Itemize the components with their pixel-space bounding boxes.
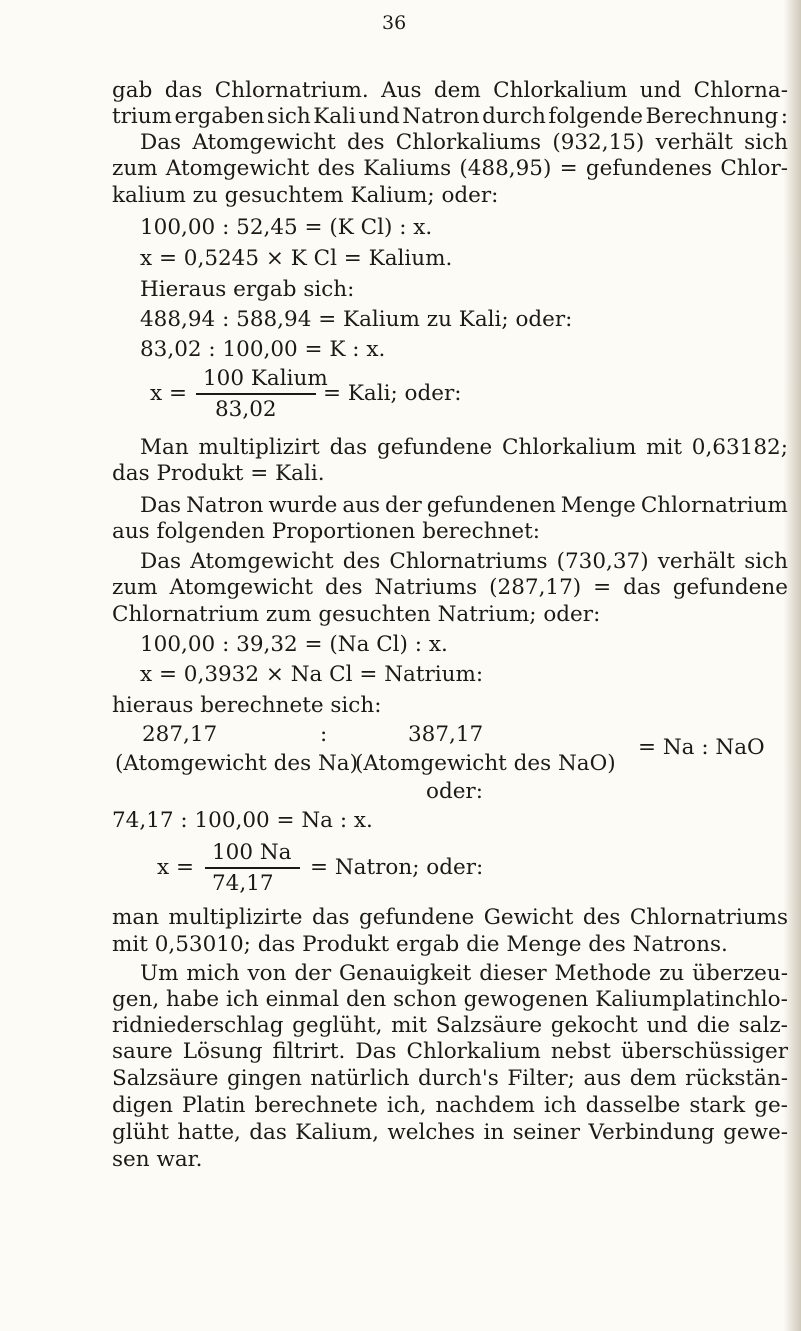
word: Chlorna- <box>693 78 788 103</box>
word: sich <box>266 104 311 129</box>
word: multiplizirt <box>198 435 320 460</box>
word: Das <box>140 549 182 574</box>
word: Kalium, <box>295 1120 379 1145</box>
word: seiner <box>512 1120 581 1145</box>
text-line: Hieraus ergab sich: <box>140 277 355 302</box>
word: Man <box>140 435 189 460</box>
text-line <box>140 130 788 156</box>
fraction-numerator: 100 Kalium <box>203 366 328 391</box>
text-line <box>140 961 788 987</box>
fraction-lhs: x = <box>157 855 194 880</box>
word: und <box>358 104 400 129</box>
word: Salzsäure <box>435 1013 543 1038</box>
fraction-lhs: x = <box>150 381 187 406</box>
word: Methode <box>554 961 652 986</box>
word: aus <box>583 1066 622 1091</box>
equation-line: 100,00 : 52,45 = (K Cl) : x. <box>140 215 433 240</box>
word: (730,37) <box>556 549 649 574</box>
text-line <box>112 1039 788 1065</box>
fraction-denominator: 83,02 <box>215 397 277 422</box>
equation-line: 74,17 : 100,00 = Na : x. <box>112 808 373 833</box>
word: das <box>164 78 203 103</box>
word: dem <box>433 78 481 103</box>
word: gab <box>112 78 153 103</box>
word: gen, <box>112 987 160 1012</box>
text-line <box>112 156 788 182</box>
ratio-right-label: (Atomgewicht des NaO) <box>355 751 616 776</box>
word: stark <box>689 1093 746 1118</box>
word: nebst <box>550 1039 611 1064</box>
text-line: Chlornatrium zum gesuchten Natrium; oder: <box>112 602 601 627</box>
word: aus <box>342 493 381 518</box>
word: Lösung <box>182 1039 263 1064</box>
word: das <box>249 1120 287 1145</box>
equation-line: x = 0,5245 × K Cl = Kalium. <box>140 246 453 271</box>
word: Um <box>140 961 179 986</box>
text-line <box>112 905 788 931</box>
word: Berechnung <box>645 104 779 129</box>
word: Natriums <box>374 575 478 600</box>
word: Chlorkalium <box>502 435 637 460</box>
word: Menge <box>560 493 636 518</box>
word: durch's <box>418 1066 499 1091</box>
word: Verbindung <box>588 1120 715 1145</box>
word: multiplizirte <box>168 905 303 930</box>
word: Aus <box>381 78 422 103</box>
word: (488,95) <box>459 156 552 181</box>
word: durch <box>482 104 546 129</box>
word: die <box>696 1013 730 1038</box>
word: gewogenen <box>463 987 589 1012</box>
word: Kaliumplatinchlo- <box>595 987 788 1012</box>
word: sich <box>744 549 788 574</box>
word: man <box>112 905 160 930</box>
word: das <box>329 435 368 460</box>
word: Atomgewicht <box>192 130 336 155</box>
word: zum <box>112 575 158 600</box>
ratio-right-value: 387,17 <box>408 722 484 747</box>
word: : <box>780 104 788 129</box>
word: gefundene <box>377 435 493 460</box>
word: Chlorkaliums <box>395 130 542 155</box>
word: überschüssiger <box>620 1039 788 1064</box>
text-line <box>140 493 788 519</box>
equation-line: x = 0,3932 × Na Cl = Natrium: <box>140 662 484 687</box>
word: hatte, <box>177 1120 241 1145</box>
word: Chlornatrium <box>640 493 788 518</box>
word: schon <box>393 987 457 1012</box>
word: den <box>345 987 387 1012</box>
word: habe <box>166 987 220 1012</box>
ratio-left-value: 287,17 <box>142 722 218 747</box>
word: der <box>385 493 422 518</box>
text-line: sen war. <box>112 1147 203 1172</box>
word: Atomgewicht <box>169 575 313 600</box>
word: Salzsäure <box>112 1066 219 1091</box>
word: Gewicht <box>483 905 574 930</box>
text-line: aus folgenden Proportionen berechnet: <box>112 519 541 544</box>
word: Chlornatriums <box>629 905 788 930</box>
word: gefundenen <box>426 493 556 518</box>
word: und <box>646 1013 688 1038</box>
fraction-bar <box>205 867 300 869</box>
word: dem <box>629 1066 677 1091</box>
word: überzeu- <box>692 961 788 986</box>
word: filtrirt. <box>272 1039 346 1064</box>
word: von <box>247 961 287 986</box>
word: mit <box>391 1013 428 1038</box>
text-line <box>140 549 788 575</box>
text-line <box>112 1013 788 1039</box>
word: saure <box>112 1039 173 1064</box>
ratio-left-label: (Atomgewicht des Na) <box>115 751 359 776</box>
word: ergaben <box>174 104 265 129</box>
text-line <box>112 78 788 104</box>
fraction-denominator: 74,17 <box>212 871 274 896</box>
word: zu <box>659 961 685 986</box>
word: des <box>324 575 363 600</box>
word: in <box>483 1120 505 1145</box>
word: dasselbe <box>585 1093 681 1118</box>
text-line: kalium zu gesuchtem Kalium; oder: <box>112 183 499 208</box>
text-line: das Produkt = Kali. <box>112 461 325 486</box>
word: Kaliums <box>363 156 452 181</box>
word: Das <box>355 1039 397 1064</box>
text-line <box>112 1120 788 1146</box>
word: welches <box>387 1120 476 1145</box>
word: (932,15) <box>552 130 645 155</box>
word: Das <box>140 493 182 518</box>
word: 0,63182; <box>691 435 788 460</box>
word: zum <box>112 156 158 181</box>
word: digen <box>112 1093 173 1118</box>
word: sich <box>744 130 788 155</box>
fraction-rhs: = Kali; oder: <box>323 381 462 406</box>
word: Kali <box>313 104 356 129</box>
word: Natron <box>402 104 480 129</box>
word: nachdem <box>435 1093 535 1118</box>
ratio-result: = Na : NaO <box>638 735 765 760</box>
word: ich <box>543 1093 577 1118</box>
word: Chlorkalium <box>493 78 628 103</box>
page-number: 36 <box>382 12 407 34</box>
word: der <box>294 961 332 986</box>
equation-line: 83,02 : 100,00 = K : x. <box>140 337 386 362</box>
word: mich <box>186 961 240 986</box>
word: = <box>559 156 578 181</box>
ratio-separator: : <box>320 722 328 747</box>
word: verhält <box>655 130 733 155</box>
text-line: mit 0,53010; das Produkt ergab die Menge des Natrons. <box>112 932 728 957</box>
equation-line: 100,00 : 39,32 = (Na Cl) : x. <box>140 632 448 657</box>
word: des <box>582 905 621 930</box>
word: berechnete <box>254 1093 378 1118</box>
word: Das <box>140 130 182 155</box>
word: Chlornatrium. <box>214 78 369 103</box>
word: Genauigkeit <box>339 961 472 986</box>
word: gewe- <box>723 1120 788 1145</box>
word: folgende <box>548 104 643 129</box>
word: mit <box>646 435 682 460</box>
word: Filter; <box>507 1066 575 1091</box>
text-line: hieraus berechnete sich: <box>112 693 382 718</box>
word: Natron <box>186 493 264 518</box>
word: natürlich <box>310 1066 410 1091</box>
word: gefundene <box>359 905 475 930</box>
word: Atomgewicht <box>165 156 310 181</box>
word: einmal <box>265 987 340 1012</box>
word: Platin <box>181 1093 246 1118</box>
fraction-rhs: = Natron; oder: <box>310 855 484 880</box>
word: Chlornatriums <box>389 549 548 574</box>
text-line <box>112 1093 788 1119</box>
text-line: oder: <box>426 779 483 804</box>
word: Atomgewicht <box>190 549 334 574</box>
fraction-numerator: 100 Na <box>212 840 292 865</box>
word: glüht <box>112 1120 169 1145</box>
word: Chlor- <box>720 156 788 181</box>
word: ridniederschlag <box>112 1013 284 1038</box>
word: das <box>623 575 661 600</box>
word: salz- <box>738 1013 788 1038</box>
text-line <box>140 435 788 461</box>
word: rückstän- <box>685 1066 788 1091</box>
word: gefundenes <box>585 156 713 181</box>
text-line <box>112 575 788 601</box>
word: geglüht, <box>292 1013 383 1038</box>
word: ich <box>225 987 259 1012</box>
word: trium <box>112 104 173 129</box>
word: des <box>342 549 381 574</box>
word: gekocht <box>550 1013 638 1038</box>
word: ge- <box>754 1093 788 1118</box>
text-line <box>112 987 788 1013</box>
word: Chlorkalium <box>406 1039 541 1064</box>
word: (287,17) <box>489 575 582 600</box>
text-line <box>112 1066 788 1092</box>
word: ich, <box>386 1093 427 1118</box>
word: = <box>593 575 612 600</box>
word: gefundene <box>672 575 788 600</box>
fraction-bar <box>196 393 316 395</box>
word: verhält <box>657 549 736 574</box>
word: des <box>317 156 355 181</box>
word: gingen <box>227 1066 302 1091</box>
word: des <box>347 130 385 155</box>
word: das <box>311 905 350 930</box>
word: wurde <box>268 493 338 518</box>
text-line <box>112 104 788 130</box>
word: und <box>639 78 682 103</box>
word: dieser <box>479 961 547 986</box>
equation-line: 488,94 : 588,94 = Kalium zu Kali; oder: <box>140 307 573 332</box>
